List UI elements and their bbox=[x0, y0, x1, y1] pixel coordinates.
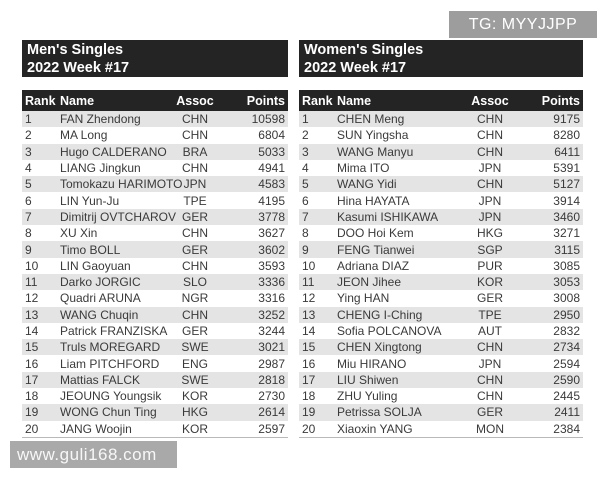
title-line-2: 2022 Week #17 bbox=[27, 60, 130, 76]
points-cell: 8280 bbox=[553, 128, 580, 143]
name-cell: LIU Shiwen bbox=[337, 372, 399, 387]
name-cell: Patrick FRANZISKA bbox=[60, 324, 168, 338]
assoc-cell: CHN bbox=[182, 258, 208, 273]
assoc-cell: CHN bbox=[477, 372, 503, 387]
rank-cell: 5 bbox=[25, 177, 32, 192]
assoc-cell: TPE bbox=[478, 307, 502, 322]
rank-cell: 6 bbox=[25, 193, 32, 208]
assoc-cell: CHN bbox=[182, 128, 208, 143]
title-line-2: 2022 Week #17 bbox=[304, 60, 407, 76]
table-row bbox=[299, 144, 583, 160]
table-row bbox=[299, 192, 583, 208]
points-cell: 2590 bbox=[553, 372, 580, 387]
table-row bbox=[22, 144, 288, 160]
table-row bbox=[299, 225, 583, 241]
name-cell: CHEN Xingtong bbox=[337, 340, 422, 355]
rank-cell: 8 bbox=[302, 226, 309, 241]
table-row bbox=[299, 388, 583, 404]
points-cell: 6804 bbox=[258, 128, 285, 143]
points-cell: 3271 bbox=[553, 226, 580, 241]
points-cell: 5127 bbox=[553, 177, 580, 192]
points-cell: 4195 bbox=[258, 193, 285, 208]
table-row bbox=[22, 209, 288, 225]
points-cell: 3053 bbox=[553, 275, 580, 290]
points-cell: 3021 bbox=[258, 340, 285, 355]
rank-cell: 14 bbox=[25, 324, 39, 338]
name-cell: JEOUNG Youngsik bbox=[60, 389, 162, 404]
assoc-cell: CHN bbox=[477, 389, 503, 404]
points-cell: 3085 bbox=[553, 258, 580, 273]
telegram-badge: TG: MYYJJPP bbox=[449, 11, 597, 38]
name-cell: Truls MOREGARD bbox=[60, 340, 161, 355]
points-cell: 2411 bbox=[554, 405, 580, 420]
name-cell: Dimitrij OVTCHAROV bbox=[60, 209, 176, 224]
table-row bbox=[299, 176, 583, 192]
name-cell: Adriana DIAZ bbox=[337, 258, 410, 273]
assoc-cell: KOR bbox=[167, 421, 223, 438]
rank-cell: 8 bbox=[25, 226, 32, 241]
rank-cell: 10 bbox=[302, 258, 316, 273]
table-row bbox=[299, 258, 583, 274]
table-row bbox=[299, 241, 583, 257]
table-row bbox=[22, 388, 288, 404]
assoc-cell: CHN bbox=[182, 161, 208, 176]
assoc-cell: ENG bbox=[181, 356, 208, 371]
name-cell: Mima ITO bbox=[337, 161, 390, 176]
table-row bbox=[22, 225, 288, 241]
rank-cell: 13 bbox=[302, 307, 316, 322]
table-row bbox=[299, 372, 583, 388]
name-cell: Ying HAN bbox=[337, 291, 390, 306]
rank-cell: 16 bbox=[302, 356, 316, 371]
assoc-cell: BRA bbox=[182, 144, 208, 159]
name-cell: Tomokazu HARIMOTO bbox=[60, 177, 183, 192]
table-row bbox=[22, 421, 288, 438]
table-row bbox=[22, 323, 288, 339]
points-cell: 3336 bbox=[258, 275, 285, 290]
assoc-cell: GER bbox=[181, 324, 208, 338]
table-row bbox=[22, 241, 288, 257]
assoc-cell: TPE bbox=[183, 193, 207, 208]
assoc-cell: SLO bbox=[182, 275, 207, 290]
name-cell: FAN Zhendong bbox=[60, 112, 141, 127]
rank-cell: 4 bbox=[25, 161, 32, 176]
assoc-cell: SGP bbox=[477, 242, 503, 257]
rank-cell: 2 bbox=[25, 128, 32, 143]
points-cell: 3252 bbox=[258, 307, 285, 322]
table-row bbox=[299, 404, 583, 420]
rank-cell: 3 bbox=[302, 144, 309, 159]
points-cell: 3778 bbox=[258, 209, 285, 224]
column-header-rank: Rank bbox=[22, 90, 60, 111]
table-row bbox=[22, 339, 288, 355]
rank-cell: 12 bbox=[302, 291, 316, 306]
points-cell: 3593 bbox=[258, 258, 285, 273]
name-cell: LIN Yun-Ju bbox=[60, 193, 120, 208]
name-cell: MA Long bbox=[60, 128, 108, 143]
table-row bbox=[22, 176, 288, 192]
rank-cell: 13 bbox=[25, 307, 39, 322]
table-row bbox=[22, 160, 288, 176]
rank-cell: 20 bbox=[299, 421, 337, 438]
name-cell: JEON Jihee bbox=[337, 275, 402, 290]
name-cell: WANG Yidi bbox=[337, 177, 397, 192]
rank-cell: 20 bbox=[22, 421, 60, 438]
name-cell: Liam PITCHFORD bbox=[60, 356, 160, 371]
assoc-cell: GER bbox=[181, 209, 208, 224]
column-header-assoc: Assoc bbox=[462, 90, 518, 111]
title-line-1: Women's Singles bbox=[304, 42, 424, 58]
table-row bbox=[299, 127, 583, 143]
name-cell: WONG Chun Ting bbox=[60, 405, 157, 420]
table-row bbox=[22, 372, 288, 388]
assoc-cell: MON bbox=[462, 421, 518, 438]
rank-cell: 19 bbox=[302, 405, 316, 420]
name-cell: SUN Yingsha bbox=[337, 128, 409, 143]
rank-cell: 7 bbox=[302, 209, 309, 224]
table-row bbox=[22, 404, 288, 420]
assoc-cell: GER bbox=[476, 405, 503, 420]
rank-cell: 19 bbox=[25, 405, 39, 420]
assoc-cell: GER bbox=[181, 242, 208, 257]
womens-singles-ranking bbox=[299, 40, 583, 438]
points-cell: 2950 bbox=[553, 307, 580, 322]
name-cell: Darko JORGIC bbox=[60, 275, 141, 290]
points-cell: 2597 bbox=[223, 421, 288, 438]
column-header-name: Name bbox=[337, 90, 462, 111]
rank-cell: 6 bbox=[302, 193, 309, 208]
name-cell: FENG Tianwei bbox=[337, 242, 415, 257]
table-row bbox=[299, 355, 583, 371]
assoc-cell: SWE bbox=[181, 372, 209, 387]
table-header-row bbox=[299, 90, 583, 111]
table-row bbox=[22, 274, 288, 290]
assoc-cell: CHN bbox=[477, 340, 503, 355]
table-header-row bbox=[22, 90, 288, 111]
rank-cell: 14 bbox=[302, 324, 316, 338]
table-row bbox=[299, 323, 583, 339]
name-cell: Hina HAYATA bbox=[337, 193, 410, 208]
rank-cell: 4 bbox=[302, 161, 309, 176]
rank-cell: 15 bbox=[25, 340, 39, 355]
table-row bbox=[22, 127, 288, 143]
mens-singles-table bbox=[22, 90, 288, 438]
womens-singles-title bbox=[299, 40, 583, 77]
assoc-cell: CHN bbox=[182, 112, 208, 127]
assoc-cell: JPN bbox=[478, 161, 502, 176]
points-cell: 2818 bbox=[258, 372, 285, 387]
rank-cell: 11 bbox=[302, 275, 315, 290]
rank-cell: 15 bbox=[302, 340, 316, 355]
assoc-cell: AUT bbox=[478, 324, 502, 338]
rank-cell: 17 bbox=[25, 372, 39, 387]
points-cell: 10598 bbox=[251, 112, 285, 127]
points-cell: 6411 bbox=[554, 144, 580, 159]
name-cell: LIANG Jingkun bbox=[60, 161, 141, 176]
points-cell: 2384 bbox=[518, 421, 583, 438]
column-header-points: Points bbox=[223, 90, 288, 111]
name-cell: Timo BOLL bbox=[60, 242, 121, 257]
rank-cell: 5 bbox=[302, 177, 309, 192]
assoc-cell: JPN bbox=[183, 177, 207, 192]
rank-cell: 11 bbox=[25, 275, 38, 290]
name-cell: Miu HIRANO bbox=[337, 356, 407, 371]
name-cell: ZHU Yuling bbox=[337, 389, 398, 404]
name-cell: JANG Woojin bbox=[60, 421, 167, 438]
table-row bbox=[299, 209, 583, 225]
rank-cell: 17 bbox=[302, 372, 316, 387]
rank-cell: 18 bbox=[302, 389, 316, 404]
table-row bbox=[299, 160, 583, 176]
assoc-cell: SWE bbox=[181, 340, 209, 355]
points-cell: 2832 bbox=[553, 324, 580, 338]
points-cell: 3115 bbox=[554, 242, 580, 257]
points-cell: 2445 bbox=[553, 389, 580, 404]
rank-cell: 2 bbox=[302, 128, 309, 143]
points-cell: 5033 bbox=[258, 144, 285, 159]
table-row bbox=[299, 111, 583, 127]
name-cell: Xiaoxin YANG bbox=[337, 421, 462, 438]
points-cell: 3602 bbox=[258, 242, 285, 257]
points-cell: 4941 bbox=[258, 161, 285, 176]
points-cell: 3316 bbox=[258, 291, 285, 306]
name-cell: CHENG I-Ching bbox=[337, 307, 423, 322]
assoc-cell: CHN bbox=[477, 177, 503, 192]
table-row bbox=[299, 307, 583, 323]
title-line-1: Men's Singles bbox=[27, 42, 124, 58]
table-row bbox=[22, 192, 288, 208]
points-cell: 2987 bbox=[258, 356, 285, 371]
rank-cell: 9 bbox=[25, 242, 32, 257]
name-cell: WANG Manyu bbox=[337, 144, 414, 159]
points-cell: 2730 bbox=[258, 389, 285, 404]
name-cell: Sofia POLCANOVA bbox=[337, 324, 442, 338]
assoc-cell: CHN bbox=[477, 112, 503, 127]
rank-cell: 10 bbox=[25, 258, 39, 273]
points-cell: 4583 bbox=[258, 177, 285, 192]
name-cell: DOO Hoi Kem bbox=[337, 226, 414, 241]
column-header-points: Points bbox=[518, 90, 583, 111]
womens-singles-table bbox=[299, 90, 583, 438]
name-cell: XU Xin bbox=[60, 226, 98, 241]
table-row bbox=[299, 290, 583, 306]
name-cell: Petrissa SOLJA bbox=[337, 405, 422, 420]
points-cell: 3914 bbox=[553, 193, 580, 208]
rank-cell: 18 bbox=[25, 389, 39, 404]
name-cell: Mattias FALCK bbox=[60, 372, 141, 387]
rank-cell: 1 bbox=[25, 112, 32, 127]
assoc-cell: JPN bbox=[478, 193, 502, 208]
table-row bbox=[22, 355, 288, 371]
assoc-cell: HKG bbox=[181, 405, 208, 420]
points-cell: 2734 bbox=[553, 340, 580, 355]
table-row bbox=[299, 274, 583, 290]
points-cell: 2594 bbox=[553, 356, 580, 371]
mens-singles-title bbox=[22, 40, 288, 77]
name-cell: Kasumi ISHIKAWA bbox=[337, 209, 439, 224]
assoc-cell: JPN bbox=[478, 209, 502, 224]
assoc-cell: KOR bbox=[476, 275, 503, 290]
assoc-cell: KOR bbox=[181, 389, 208, 404]
assoc-cell: HKG bbox=[476, 226, 503, 241]
points-cell: 3627 bbox=[258, 226, 285, 241]
rank-cell: 9 bbox=[302, 242, 309, 257]
points-cell: 3244 bbox=[258, 324, 285, 338]
rank-cell: 1 bbox=[302, 112, 309, 127]
rank-cell: 7 bbox=[25, 209, 32, 224]
points-cell: 3008 bbox=[553, 291, 580, 306]
assoc-cell: CHN bbox=[182, 307, 208, 322]
table-row bbox=[22, 258, 288, 274]
table-row bbox=[299, 421, 583, 438]
name-cell: WANG Chuqin bbox=[60, 307, 139, 322]
name-cell: Hugo CALDERANO bbox=[60, 144, 167, 159]
table-row bbox=[299, 339, 583, 355]
column-header-rank: Rank bbox=[299, 90, 337, 111]
table-row bbox=[22, 111, 288, 127]
assoc-cell: CHN bbox=[477, 128, 503, 143]
points-cell: 2614 bbox=[258, 405, 285, 420]
rank-cell: 12 bbox=[25, 291, 39, 306]
assoc-cell: PUR bbox=[477, 258, 503, 273]
points-cell: 3460 bbox=[553, 209, 580, 224]
column-header-name: Name bbox=[60, 90, 167, 111]
rank-cell: 16 bbox=[25, 356, 39, 371]
points-cell: 5391 bbox=[553, 161, 580, 176]
name-cell: CHEN Meng bbox=[337, 112, 405, 127]
name-cell: Quadri ARUNA bbox=[60, 291, 141, 306]
assoc-cell: CHN bbox=[182, 226, 208, 241]
column-header-assoc: Assoc bbox=[167, 90, 223, 111]
assoc-cell: JPN bbox=[478, 356, 502, 371]
mens-singles-ranking bbox=[22, 40, 288, 438]
points-cell: 9175 bbox=[553, 112, 580, 127]
table-row bbox=[22, 307, 288, 323]
watermark: www.guli168.com bbox=[10, 441, 177, 468]
assoc-cell: CHN bbox=[477, 144, 503, 159]
table-row bbox=[22, 290, 288, 306]
assoc-cell: NGR bbox=[181, 291, 209, 306]
rank-cell: 3 bbox=[25, 144, 32, 159]
assoc-cell: GER bbox=[476, 291, 503, 306]
name-cell: LIN Gaoyuan bbox=[60, 258, 131, 273]
